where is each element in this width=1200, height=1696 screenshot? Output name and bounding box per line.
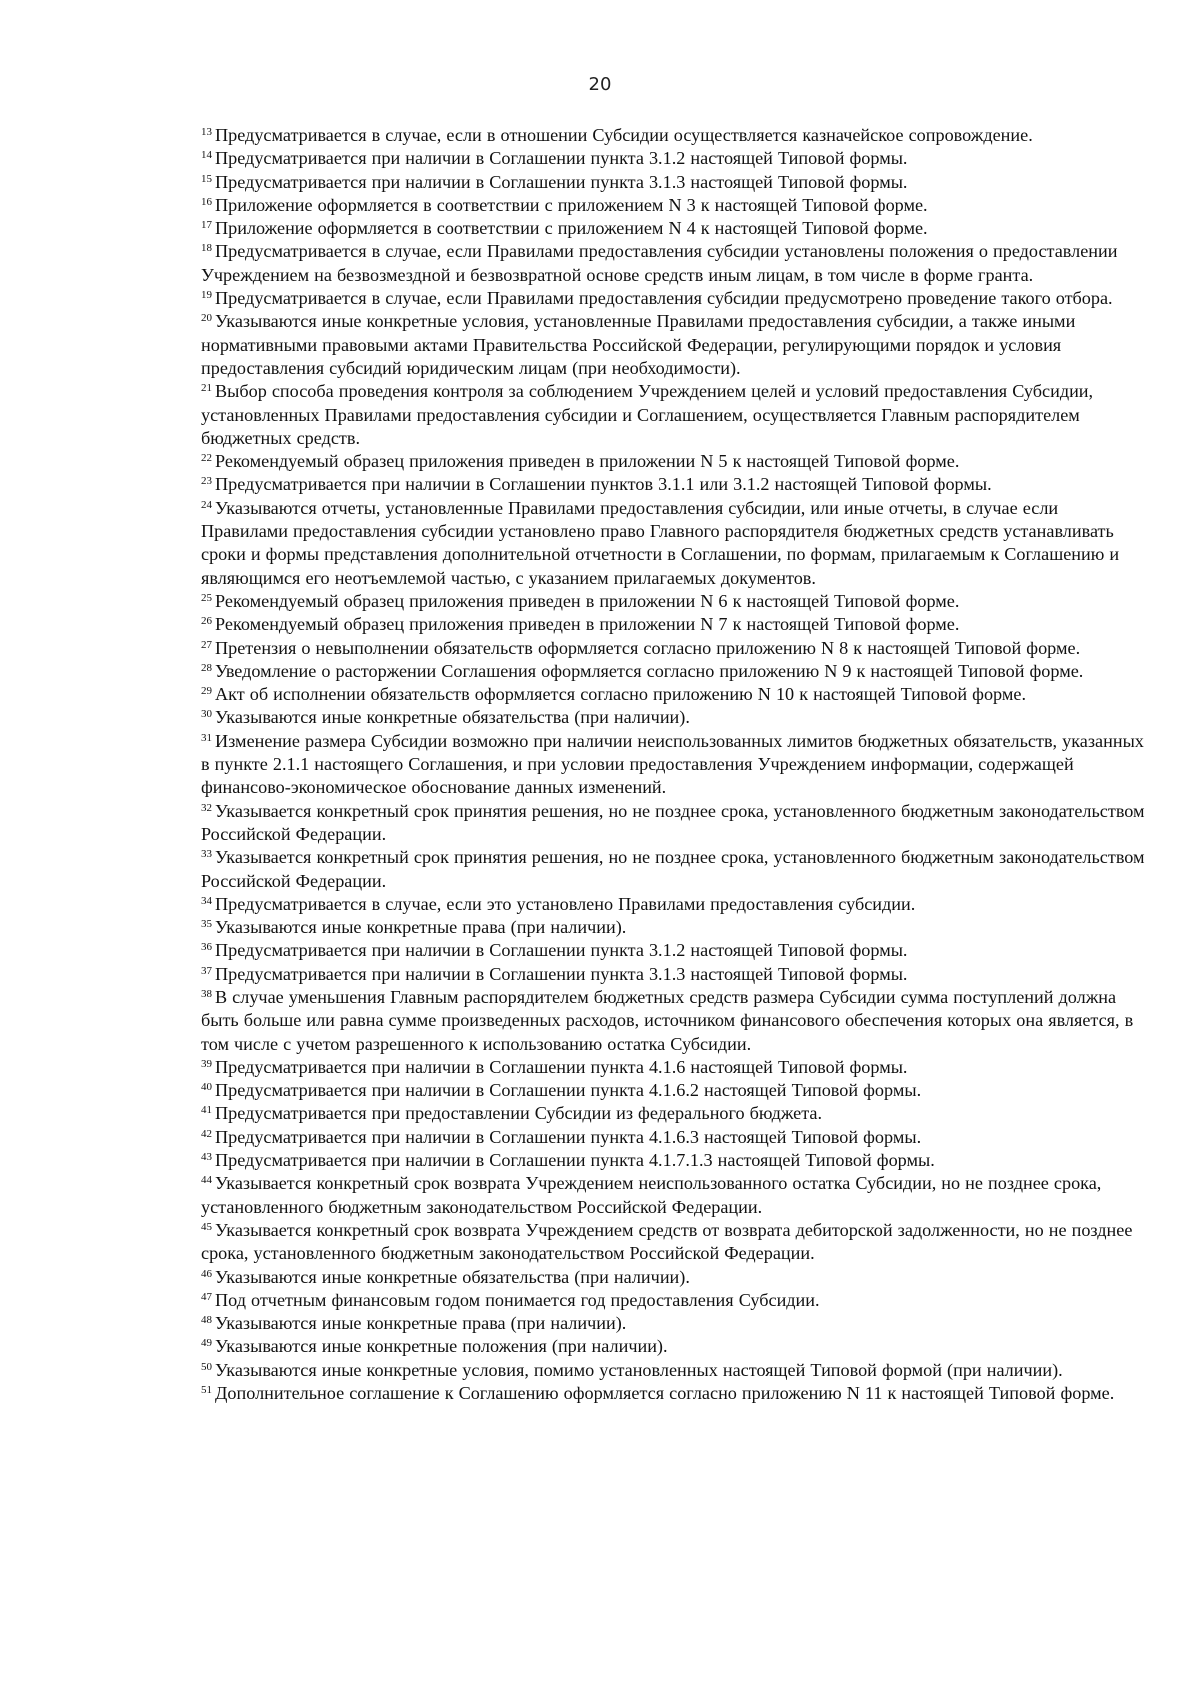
footnote xyxy=(201,310,1149,380)
footnote-text: В случае уменьшения Главным распорядителем бюджетных средств размера Субсидии сумма поступлений должна быть больше или равна сумме произведенных расходов, источником финансового обеспечения которых она является, в том числе с учетом разрешенного к использованию остатка Субсидии. xyxy=(201,986,1134,1054)
footnote xyxy=(201,1289,1149,1312)
footnote-number: 43 xyxy=(201,1151,212,1164)
footnote xyxy=(201,147,1149,170)
footnote-text: Выбор способа проведения контроля за соблюдением Учреждением целей и условий предоставления Субсидии, установленных Правилами предоставления субсидии и Соглашением, осуществляется Главным распорядителем бюджетных средств. xyxy=(201,381,1094,448)
footnote-text: Указывается конкретный срок возврата Учреждением средств от возврата дебиторской задолженности, но не позднее срока, установленного бюджетным законодательством Российской Федерации. xyxy=(201,1219,1133,1264)
footnote-number: 48 xyxy=(201,1314,212,1327)
footnote-text: Претензия о невыполнении обязательств оформляется согласно приложению N 8 к настоящей Типовой форме. xyxy=(215,637,1081,658)
footnote-number: 44 xyxy=(201,1174,212,1187)
footnote-text: Указываются иные конкретные положения (при наличии). xyxy=(215,1336,668,1357)
footnote-number: 32 xyxy=(201,801,212,814)
footnote-number: 22 xyxy=(201,452,212,465)
footnote-text: Приложение оформляется в соответствии с приложением N 4 к настоящей Типовой форме. xyxy=(215,218,928,239)
footnote xyxy=(201,450,1149,473)
footnote-number: 37 xyxy=(201,964,212,977)
footnote-number: 35 xyxy=(201,918,212,931)
footnote xyxy=(201,660,1149,683)
footnote-text: Приложение оформляется в соответствии с приложением N 3 к настоящей Типовой форме. xyxy=(215,194,928,215)
footnote-text: Указываются иные конкретные условия, помимо установленных настоящей Типовой формой (при наличии). xyxy=(215,1359,1063,1380)
footnote-text: Предусматривается в случае, если Правилами предоставления субсидии установлены положения о предоставлении Учреждением на безвозмездной и безвозвратной основе средств иным лицам, в том числе в форме гранта. xyxy=(201,241,1118,285)
footnote-number: 45 xyxy=(201,1220,212,1233)
footnote xyxy=(201,217,1149,240)
footnote-number: 50 xyxy=(201,1360,212,1373)
footnote-text: Рекомендуемый образец приложения приведен в приложении N 5 к настоящей Типовой форме. xyxy=(215,451,960,472)
footnote-text: Указываются иные конкретные обязательства (при наличии). xyxy=(215,1266,690,1287)
footnote xyxy=(201,1102,1149,1125)
footnote xyxy=(201,1359,1149,1382)
footnote-text: Предусматривается при наличии в Соглашении пунктов 3.1.1 или 3.1.2 настоящей Типовой формы. xyxy=(215,474,992,495)
footnote xyxy=(201,1219,1149,1266)
footnote-text: Указываются иные конкретные права (при наличии). xyxy=(215,917,627,938)
footnote-text: Дополнительное соглашение к Соглашению оформляется согласно приложению N 11 к настоящей Типовой форме. xyxy=(215,1383,1115,1404)
footnote-number: 47 xyxy=(201,1290,212,1303)
footnote-text: Указываются иные конкретные права (при наличии). xyxy=(215,1313,627,1334)
footnote-text: Предусматривается при предоставлении Субсидии из федерального бюджета. xyxy=(215,1103,823,1124)
footnote-text: Рекомендуемый образец приложения приведен в приложении N 7 к настоящей Типовой форме. xyxy=(215,614,960,635)
footnote-text: Предусматривается в случае, если в отношении Субсидии осуществляется казначейское сопровождение. xyxy=(215,125,1033,145)
footnote-text: Предусматривается при наличии в Соглашении пункта 3.1.3 настоящей Типовой формы. xyxy=(215,171,908,192)
footnote xyxy=(201,613,1149,636)
footnote-number: 46 xyxy=(201,1267,212,1280)
footnote-text: Предусматривается в случае, если Правилами предоставления субсидии предусмотрено проведение такого отбора. xyxy=(215,288,1113,309)
footnote-number: 49 xyxy=(201,1337,212,1350)
footnote xyxy=(201,1382,1149,1405)
footnote-number: 25 xyxy=(201,591,212,604)
footnote-number: 28 xyxy=(201,661,212,674)
footnote-text: Предусматривается при наличии в Соглашении пункта 4.1.6.3 настоящей Типовой формы. xyxy=(215,1126,922,1147)
footnote xyxy=(201,1312,1149,1335)
footnote-text: Указываются иные конкретные обязательства (при наличии). xyxy=(215,707,690,728)
footnote-number: 16 xyxy=(201,195,212,208)
footnotes-list xyxy=(201,124,1149,1405)
footnote xyxy=(201,194,1149,217)
footnote xyxy=(201,683,1149,706)
footnote-text: Предусматривается при наличии в Соглашении пункта 3.1.3 настоящей Типовой формы. xyxy=(215,963,908,984)
footnote-number: 33 xyxy=(201,848,212,861)
footnote xyxy=(201,986,1149,1056)
footnote-text: Предусматривается при наличии в Соглашении пункта 4.1.6.2 настоящей Типовой формы. xyxy=(215,1080,922,1101)
footnote-number: 51 xyxy=(201,1384,212,1397)
footnote-number: 13 xyxy=(201,126,212,138)
footnote-number: 42 xyxy=(201,1127,212,1140)
footnote xyxy=(201,800,1149,847)
footnote xyxy=(201,1079,1149,1102)
footnote xyxy=(201,846,1149,893)
footnote xyxy=(201,939,1149,962)
footnote xyxy=(201,473,1149,496)
footnote xyxy=(201,287,1149,310)
footnote xyxy=(201,730,1149,800)
footnote-text: Указывается конкретный срок принятия решения, но не позднее срока, установленного бюджетным законодательством Российской Федерации. xyxy=(201,847,1145,891)
footnote xyxy=(201,963,1149,986)
footnote-number: 21 xyxy=(201,382,212,395)
footnote xyxy=(201,706,1149,729)
footnote xyxy=(201,1172,1149,1219)
footnote-text: Предусматривается при наличии в Соглашении пункта 4.1.7.1.3 настоящей Типовой формы. xyxy=(215,1150,935,1171)
footnote xyxy=(201,171,1149,194)
footnote xyxy=(201,124,1149,147)
footnote-number: 38 xyxy=(201,987,212,1000)
page-number: 20 xyxy=(588,74,612,95)
footnote-number: 27 xyxy=(201,638,212,651)
footnote-number: 26 xyxy=(201,615,212,628)
footnote-number: 19 xyxy=(201,289,212,302)
footnote-number: 14 xyxy=(201,149,212,162)
footnote-number: 30 xyxy=(201,708,212,721)
footnote-text: Указываются отчеты, установленные Правилами предоставления субсидии, или иные отчеты, в случае если Правилами предоставления субсидии установлено право Главного распорядителя бюджетных средств устанавливать сроки и формы представления дополнительной отчетности в Соглашении, по формам, прилагаемым к Соглашению и являющимся его неотъемлемой частью, с указанием прилагаемых документов. xyxy=(201,497,1120,588)
footnote-text: Предусматривается при наличии в Соглашении пункта 3.1.2 настоящей Типовой формы. xyxy=(215,148,908,169)
footnote-number: 23 xyxy=(201,475,212,488)
footnote-text: Рекомендуемый образец приложения приведен в приложении N 6 к настоящей Типовой форме. xyxy=(215,590,960,611)
footnote-text: Указывается конкретный срок возврата Учреждением неиспользованного остатка Субсидии, но не позднее срока, установленного бюджетным законодательством Российской Федерации. xyxy=(201,1173,1102,1217)
footnote-text: Предусматривается при наличии в Соглашении пункта 3.1.2 настоящей Типовой формы. xyxy=(215,940,908,961)
footnote-text: Предусматривается при наличии в Соглашении пункта 4.1.6 настоящей Типовой формы. xyxy=(215,1056,908,1077)
footnote xyxy=(201,240,1149,287)
footnote xyxy=(201,1266,1149,1289)
footnote xyxy=(201,380,1149,450)
footnote-text: Указывается конкретный срок принятия решения, но не позднее срока, установленного бюджетным законодательством Российской Федерации. xyxy=(201,800,1145,844)
footnote-number: 34 xyxy=(201,894,212,907)
footnote-number: 20 xyxy=(201,312,212,325)
footnote xyxy=(201,916,1149,939)
footnote-number: 40 xyxy=(201,1081,212,1094)
footnote-text: Указываются иные конкретные условия, установленные Правилами предоставления субсидии, а также иными нормативными правовыми актами Правительства Российской Федерации, регулирующими порядок и условия предоставления субсидий юридическим лицам (при необходимости). xyxy=(201,311,1076,378)
footnote-text: Под отчетным финансовым годом понимается год предоставления Субсидии. xyxy=(215,1289,820,1310)
footnote-number: 39 xyxy=(201,1057,212,1070)
footnote-number: 17 xyxy=(201,219,212,232)
footnote xyxy=(201,590,1149,613)
footnote-number: 36 xyxy=(201,941,212,954)
footnote xyxy=(201,893,1149,916)
footnote-text: Уведомление о расторжении Соглашения оформляется согласно приложению N 9 к настоящей Типовой форме. xyxy=(215,660,1084,681)
footnote xyxy=(201,1335,1149,1358)
footnote xyxy=(201,637,1149,660)
footnote-text: Изменение размера Субсидии возможно при наличии неиспользованных лимитов бюджетных обязательств, указанных в пункте 2.1.1 настоящего Соглашения, и при условии предоставления Учреждением информации, содержащей финансово-экономическое обоснование данных изменений. xyxy=(201,730,1144,798)
footnote-text: Предусматривается в случае, если это установлено Правилами предоставления субсидии. xyxy=(215,893,916,914)
footnote xyxy=(201,1149,1149,1172)
footnote xyxy=(201,497,1149,590)
footnote-number: 31 xyxy=(201,731,212,744)
footnote-number: 15 xyxy=(201,172,212,185)
footnote-number: 41 xyxy=(201,1104,212,1117)
footnote xyxy=(201,1056,1149,1079)
footnote-number: 24 xyxy=(201,498,212,511)
footnote-text: Акт об исполнении обязательств оформляется согласно приложению N 10 к настоящей Типовой форме. xyxy=(215,684,1027,705)
footnote xyxy=(201,1126,1149,1149)
footnote-number: 18 xyxy=(201,242,212,255)
footnote-number: 29 xyxy=(201,685,212,698)
